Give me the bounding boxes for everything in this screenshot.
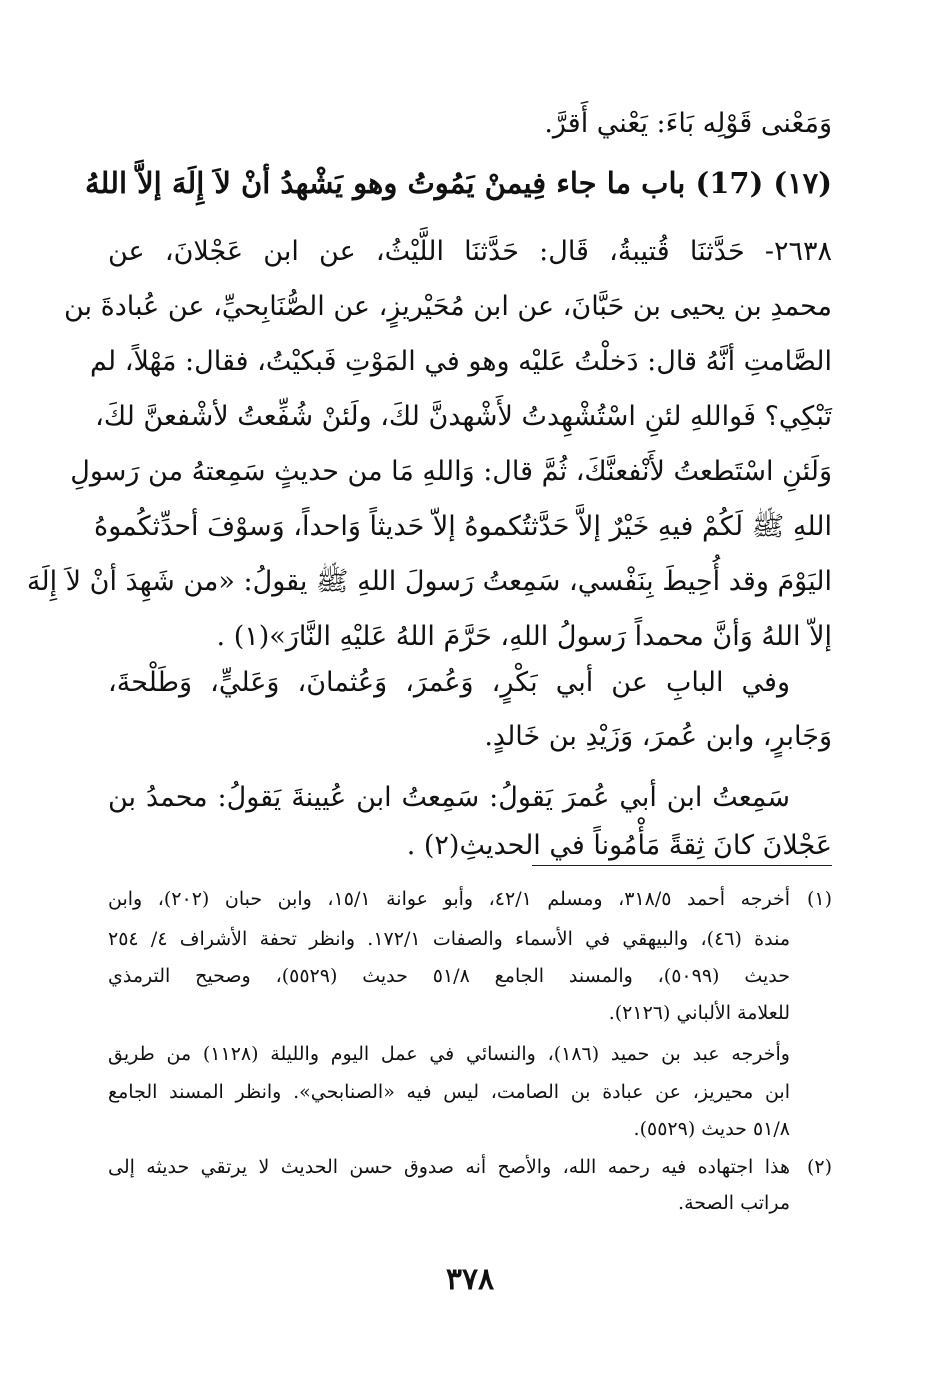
footnote-line: ٥١/٨ حديث (٥٥٢٩). <box>633 1118 790 1140</box>
hadith-line: ٢٦٣٨- حَدَّثنَا قُتيبةُ، قَال: حَدَّثنَا اللَّيْثُ، عن ابن عَجْلانَ، عن <box>108 236 832 267</box>
hadith-line: الصَّامتِ أنَّهُ قال: دَخلْتُ عَليْه وهو في المَوْتِ فَبكيْتُ، فقال: مَهْلاً، لم <box>89 346 832 377</box>
comment-line: عَجْلانَ كانَ ثِقةً مَأْمُوناً في الحديثِ(٢) . <box>406 830 832 861</box>
comment-line: سَمِعتُ ابن أبي عُمرَ يَقولُ: سَمِعتُ ابن عُيينةَ يَقولُ: محمدُ بن <box>108 782 790 813</box>
hadith-line: محمدِ بن يحيى بن حَبَّانَ، عن ابن مُحَيْريزٍ، عن الصُّنَابِحيِّ، عن عُبادةَ بن <box>63 291 832 322</box>
hadith-line: اللهِ ﷺ لَكُمْ فيهِ خَيْرٌ إلاَّ حَدَّثتُكموهُ إلاّ حَديثاً وَاحداً، وَسوْفَ أحدِّثكُموهُ <box>94 511 832 542</box>
footnote-line: حديث (٥٠٩٩)، والمسند الجامع ٥١/٨ حديث (٥٥٢٩)، وصحيح الترمذي <box>108 965 790 987</box>
hadith-line: تَبْكِي؟ فَواللهِ لئنِ اسْتُشْهِدتُ لأَشْهدنَّ لكَ، ولَئنْ شُفِّعتُ لأشْفعنَّ لكَ، <box>95 401 832 432</box>
footnote-divider <box>532 865 832 866</box>
bab-line: وَجَابرٍ، وابن عُمرَ، وَزَيْدِ بن خَالدٍ. <box>484 721 832 752</box>
footnote-line: وأخرجه عبد بن حميد (١٨٦)، والنسائي في عمل اليوم والليلة (١١٢٨) من طريق <box>108 1043 790 1065</box>
intro-line: وَمَعْنى قَوْلِه بَاءَ: يَعْني أَقرَّ. <box>544 108 832 139</box>
footnote-line: مراتب الصحة. <box>678 1192 790 1214</box>
footnote-line: هذا اجتهاده فيه رحمه الله، والأصح أنه صدوق حسن الحديث لا يرتقي حديثه إلى <box>108 1156 790 1178</box>
hadith-line: اليَوْمَ وقد أُحِيطَ بِنَفْسي، سَمِعتُ رَسولَ اللهِ ﷺ يقولُ: «من شَهِدَ أنْ لاَ إِلَهَ <box>26 566 832 597</box>
footnote-number: (٢) <box>806 1156 832 1178</box>
footnote-number: (١) <box>806 888 832 910</box>
page <box>26 0 832 1387</box>
footnote-line: ابن محيريز، عن عبادة بن الصامت، ليس فيه «الصنابحي». وانظر المسند الجامع <box>108 1081 790 1103</box>
footnote-line: أخرجه أحمد ٣١٨/٥، ومسلم ٤٢/١، وأبو عوانة ١٥/١، وابن حبان (٢٠٢)، وابن <box>108 888 791 910</box>
hadith-line: إلاّ اللهُ وَأنَّ محمداً رَسولُ اللهِ، حَرَّمَ اللهُ عَليْهِ النَّارَ»(١) . <box>216 621 832 652</box>
chapter-heading: (١٧) (17) باب ما جاء فِيمنْ يَمُوتُ وهو يَشْهدُ أنْ لاَ إِلَهَ إلاَّ اللهُ <box>84 166 832 200</box>
footnote-line: مندة (٤٦)، والبيهقي في الأسماء والصفات ١٧٢/١. وانظر تحفة الأشراف ٤/ ٢٥٤ <box>108 928 791 950</box>
hadith-line: وَلَئنِ اسْتَطعتُ لأَنْفعنَّكَ، ثُمَّ قال: وَاللهِ مَا من حديثٍ سَمِعتهُ من رَسولِ <box>70 456 832 487</box>
bab-line: وفي البابِ عن أبي بَكْرٍ، وَعُمرَ، وَعُثمانَ، وَعَليٍّ، وَطَلْحةَ، <box>108 667 790 698</box>
footnote-line: للعلامة الألباني (٢١٢٦). <box>608 1002 790 1024</box>
page-number: ٣٧٨ <box>445 1262 495 1297</box>
